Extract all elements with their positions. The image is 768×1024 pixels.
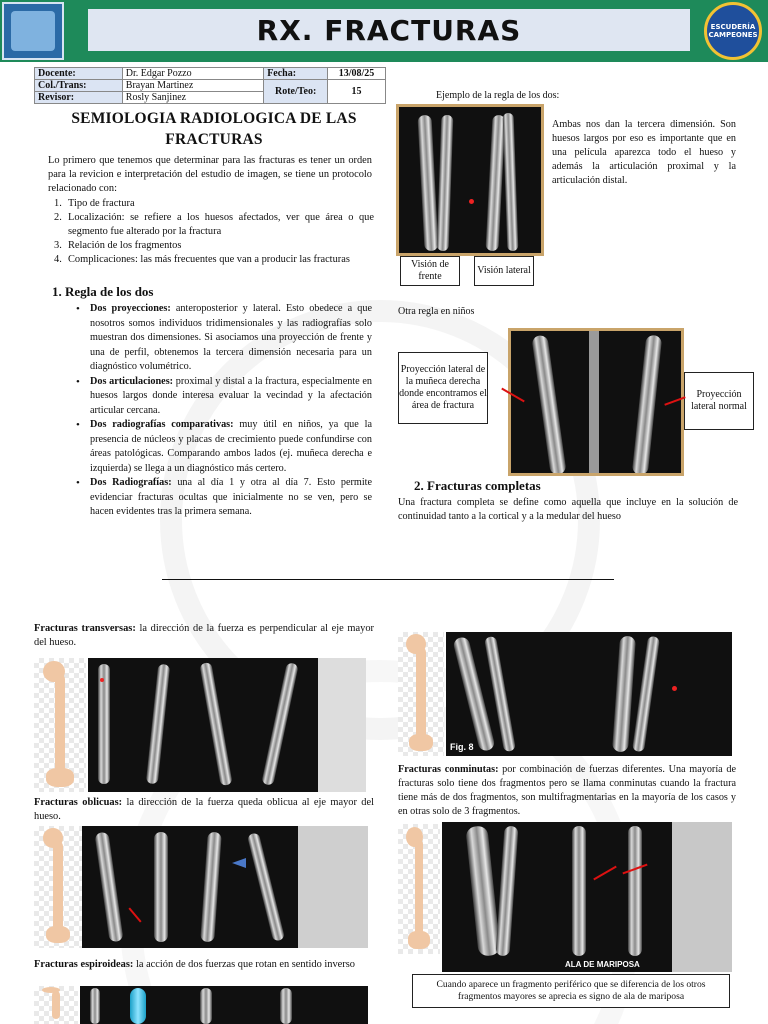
- section-heading-completas: 2. Fracturas completas: [414, 478, 541, 493]
- title-box: [88, 9, 690, 51]
- fecha-value: 13/08/25: [328, 68, 386, 80]
- regla-bullets: [76, 302, 372, 520]
- otra-regla-caption: Otra regla en niños: [398, 306, 475, 317]
- main-title-line2: FRACTURAS: [165, 131, 263, 148]
- conminutas-heading: Fracturas conminutas:: [398, 764, 499, 775]
- ejemplo-caption: Ejemplo de la regla de los dos:: [436, 90, 560, 101]
- label-vision-frente: Visión de frente: [400, 256, 460, 286]
- col-label: Col./Trans:: [35, 80, 123, 92]
- fig8-label: Fig. 8: [450, 742, 474, 752]
- protocol-item: 1. Tipo de fractura: [54, 198, 135, 209]
- xray-muneca-comparativa: [508, 328, 684, 476]
- oblicuas-paragraph: Fracturas oblicuas: la dirección de la fuerza queda oblicua al eje mayor del hueso.: [34, 797, 375, 822]
- xray-conminutas: [442, 822, 732, 972]
- section-main-title: [44, 108, 384, 150]
- col-value: Brayan Martinez: [122, 80, 263, 92]
- conminutas-paragraph: Fracturas conminutas: por combinación de fuerzas diferentes. Una mayoría de fracturas solo tiene dos fragmentos pero se llama conminutas cuando la fractura tiene más de dos fragmentos, son multifragmentarias en la mayoría de los casos y en otras solo de 3 fragmentos.: [398, 764, 736, 817]
- ambas-paragraph: Ambas nos dan la tercera dimensión. Son huesos largos por eso es importante que en una película aparezca todo el hueso y además la articulación proximal y la articulación distal.: [552, 119, 736, 186]
- xray-regla-dos: [396, 104, 544, 256]
- divider-line: [162, 579, 614, 580]
- rote-value: 15: [328, 80, 386, 104]
- xray-espiroideas: [80, 986, 368, 1024]
- header-bar: [0, 0, 768, 62]
- page-title: RX. FRACTURAS: [256, 13, 522, 47]
- espiroideas-heading: Fracturas espiroideas:: [34, 959, 134, 970]
- main-title-line1: SEMIOLOGIA RADIOLOGICA DE LAS: [71, 110, 357, 127]
- label-vision-lateral: Visión lateral: [474, 256, 534, 286]
- intro-paragraph: Lo primero que tenemos que determinar para las fracturas es tener un orden para la revicion e interpretación del estudio de imagen, se tiene un protocolo relacionado con:: [48, 155, 372, 194]
- protocol-item: 2. Localización: se refiere a los huesos afectados, ver que área o que segmento fue alterado por la fractura: [54, 212, 374, 237]
- transversas-heading: Fracturas transversas:: [34, 623, 136, 634]
- xray-fig8: [446, 632, 732, 756]
- protocol-item: 3. Relación de los fragmentos: [54, 240, 182, 251]
- label-proyeccion-normal: Proyección lateral normal: [684, 372, 754, 430]
- ala-mariposa-label: ALA DE MARIPOSA: [565, 960, 640, 969]
- label-proyeccion-derecha: Proyección lateral de la muñeca derecha donde encontramos el área de fractura: [398, 352, 488, 424]
- protocol-list: [54, 197, 374, 267]
- info-table: [34, 67, 386, 104]
- mariposa-caption: Cuando aparece un fragmento periférico que se diferencia de los otros fragmentos mayores se aprecia es signo de ala de mariposa: [412, 974, 730, 1008]
- revisor-value: Rosly Sanjinez: [122, 92, 263, 104]
- espiroideas-paragraph: Fracturas espiroideas: la acción de dos fuerzas que rotan en sentido inverso: [34, 959, 355, 970]
- femur-diagram: [34, 986, 78, 1024]
- section-heading-regla: 1. Regla de los dos: [52, 284, 154, 299]
- revisor-label: Revisor:: [35, 92, 123, 104]
- completa-paragraph: Una fractura completa se define como aquella que incluye en la solución de continuidad tanto a la cortical y a la medular del hueso: [398, 497, 738, 522]
- fecha-label: Fecha:: [264, 68, 328, 80]
- femur-diagram: [34, 658, 86, 792]
- femur-diagram: [34, 826, 82, 948]
- logo-right-text: ESCUDERÍA CAMPEONES: [708, 23, 758, 39]
- rote-label: Rote/Teo:: [264, 80, 328, 104]
- femur-diagram: [398, 824, 440, 954]
- bullet-item: • Dos Radiografías: una al día 1 y otra al día 7. Esto permite evidenciar fracturas ocultas que inicialmente no se ven, pero se hacen evidentes tras la primera semana.: [76, 476, 372, 520]
- xray-oblicuas: [82, 826, 368, 948]
- xray-transversas: [88, 658, 366, 792]
- logo-right: [704, 2, 762, 60]
- bullet-item: • Dos proyecciones: anteroposterior y lateral. Esto obedece a que nosotros somos individuos tridimensionales y las radiografías solo muestran dos dimensiones. Si asociamos una proyección de frente y una de perfil, obtenemos la tercera dimensión necesaria para un diagnóstico volumétrico.: [76, 302, 372, 375]
- bullet-item: • Dos radiografías comparativas: muy útil en niños, ya que la presencia de núcleos y placas de crecimiento puede confundirse con áreas patológicas. Comparando ambos lados (ej. muñeca derecha e izquierda) se llega a un diagnóstico más certero.: [76, 418, 372, 476]
- oblicuas-heading: Fracturas oblicuas:: [34, 797, 123, 808]
- logo-left: [2, 2, 64, 60]
- bullet-item: • Dos articulaciones: proximal y distal a la fractura, especialmente en huesos largos donde interesa evaluar la vecindad y la afectación articular cercana.: [76, 375, 372, 419]
- docente-value: Dr. Edgar Pozzo: [122, 68, 263, 80]
- docente-label: Docente:: [35, 68, 123, 80]
- femur-diagram: [398, 632, 444, 756]
- protocol-item: 4. Complicaciones: las más frecuentes que van a producir las fracturas: [54, 254, 350, 265]
- transversas-paragraph: Fracturas transversas: la dirección de la fuerza es perpendicular al eje mayor del hueso.: [34, 623, 374, 648]
